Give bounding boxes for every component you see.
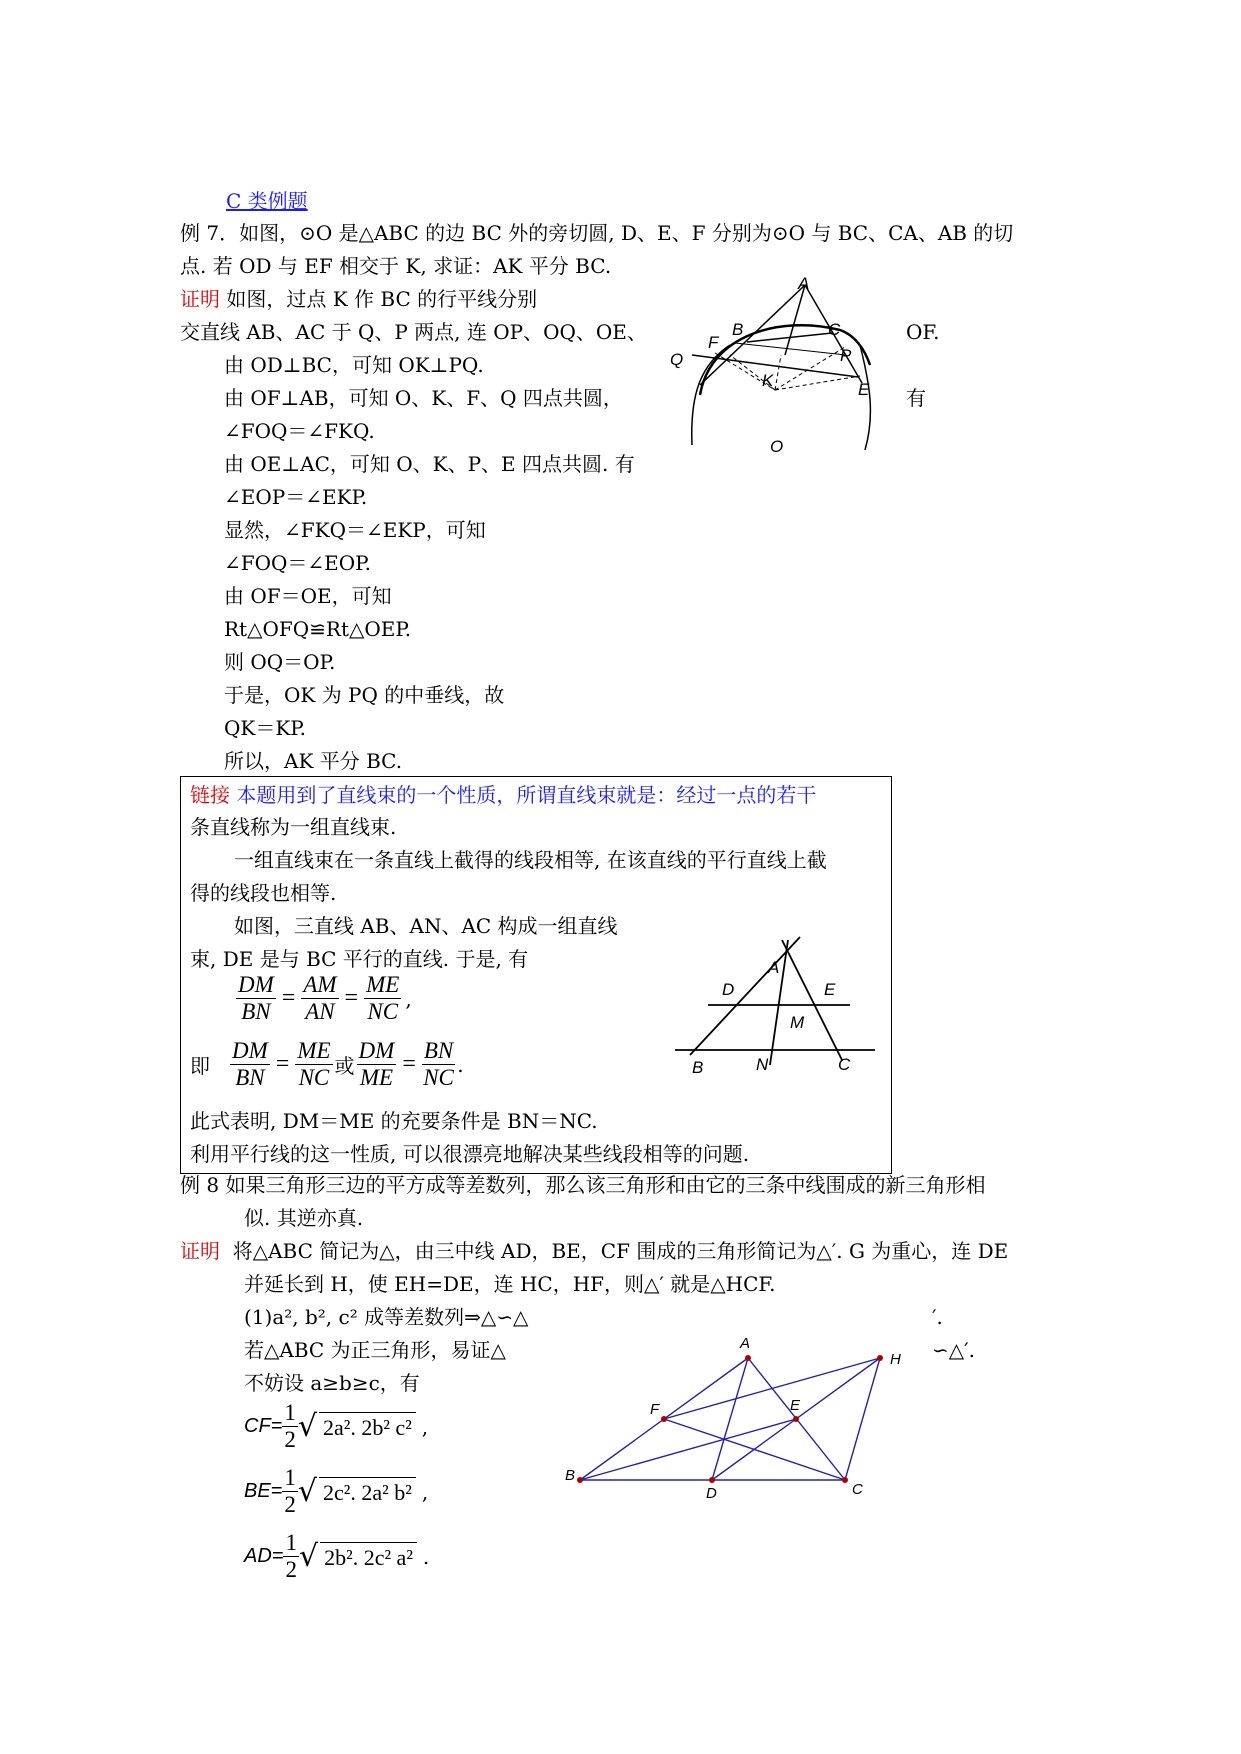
formula-cf: CF= $\frac{1}{2}$ √ 2a². 2b² c² , bbox=[244, 1400, 429, 1452]
example8-line1 bbox=[180, 1172, 985, 1198]
fig3-label-h: H bbox=[890, 1351, 901, 1368]
fig3-label-f: F bbox=[650, 1401, 660, 1418]
proof7-line15: 所以，AK 平分 BC. bbox=[224, 749, 403, 773]
proof7-line3: 由 OD⊥BC，可知 OK⊥PQ. bbox=[224, 353, 484, 377]
proof7-line4: 由 OF⊥AB，可知 O、K、F、Q 四点共圆， bbox=[224, 386, 623, 410]
proof8-text-1: 将△ABC 简记为△，由三中线 AD，BE，CF 围成的三角形简记为△′. G 为重心，连 DE bbox=[232, 1239, 1009, 1263]
example8-statement-1: 如果三角形三边的平方成等差数列，那么该三角形和由它的三条中线围成的新三角形相 bbox=[225, 1173, 986, 1197]
proof8-line4: 若△ABC 为正三角形，易证△ bbox=[244, 1338, 506, 1362]
proof7-line12: 则 OQ＝OP. bbox=[224, 650, 336, 674]
fig1-label-o: O bbox=[770, 437, 784, 456]
link-label: 链接 bbox=[190, 783, 230, 807]
fig3-label-c: C bbox=[852, 1481, 863, 1498]
link-line3: 一组直线束在一条直线上截得的线段相等, 在该直线的平行直线上截 bbox=[234, 848, 827, 872]
frac-dm-bn: $\frac{DM}{BN}$ bbox=[238, 972, 274, 1024]
figure-pencil-lines bbox=[670, 935, 880, 1085]
fig1-label-b: B bbox=[732, 320, 744, 339]
link-formula-2: 即 $\frac{DM}{BN}$ = $\frac{ME}{NC}$ 或 $\frac{DM}{ME}$ = $\frac{BN}{NC}$ . bbox=[190, 1038, 464, 1090]
fig1-label-f: F bbox=[708, 333, 719, 352]
fig3-label-e: E bbox=[790, 1397, 801, 1414]
frac-am-an: $\frac{AM}{AN}$ bbox=[303, 972, 337, 1024]
link-line7: 此式表明, DM＝ME 的充要条件是 BN＝NC. bbox=[190, 1109, 598, 1133]
fig3-label-a: A bbox=[740, 1335, 751, 1352]
proof7-line7: ∠EOP＝∠EKP. bbox=[224, 485, 368, 509]
formula-be: BE= $\frac{1}{2}$ √ 2c². 2a² b² , bbox=[244, 1465, 429, 1517]
example7-line1 bbox=[180, 220, 1013, 246]
example8-label: 例 8 bbox=[180, 1173, 220, 1197]
frac2-bn-nc: $\frac{BN}{NC}$ bbox=[423, 1038, 454, 1090]
frac2-dm-bn: $\frac{DM}{BN}$ bbox=[232, 1038, 268, 1090]
fig2-label-b: B bbox=[692, 1058, 704, 1077]
proof-label: 证明 bbox=[180, 287, 220, 311]
fig3-label-b: B bbox=[565, 1467, 576, 1484]
proof7-line2-tail: OF. bbox=[906, 320, 940, 344]
frac2-me-nc: $\frac{ME}{NC}$ bbox=[297, 1038, 331, 1090]
link-line1 bbox=[190, 782, 816, 808]
proof7-text-1: 如图，过点 K 作 BC 的行平线分别 bbox=[226, 287, 538, 311]
fig2-label-d: D bbox=[722, 980, 735, 999]
figure-medians-triangle bbox=[560, 1330, 920, 1500]
fig2-label-a: A bbox=[768, 958, 780, 977]
fig1-label-a: A bbox=[798, 275, 810, 293]
fig2-label-c: C bbox=[838, 1055, 851, 1074]
link-formula-1: $\frac{DM}{BN}$ = $\frac{AM}{AN}$ = $\frac{ME}{NC}$ , bbox=[238, 972, 412, 1024]
fig1-label-e: E bbox=[858, 380, 870, 399]
figure-excircle bbox=[670, 275, 890, 465]
proof8-line2: 并延长到 H，使 EH=DE，连 HC，HF，则△′ 就是△HCF. bbox=[244, 1272, 776, 1296]
link-line4: 得的线段也相等. bbox=[190, 881, 337, 905]
proof7-line13: 于是，OK 为 PQ 的中垂线，故 bbox=[224, 683, 505, 707]
proof7-line2: 交直线 AB、AC 于 Q、P 两点, 连 OP、OQ、OE、 bbox=[180, 320, 647, 344]
formula-ad: AD= $\frac{1}{2}$ √ 2b². 2c² a² . bbox=[244, 1530, 430, 1582]
link-line6: 束, DE 是与 BC 平行的直线. 于是, 有 bbox=[190, 947, 529, 971]
fig1-label-q: Q bbox=[670, 350, 684, 369]
proof7-line1 bbox=[180, 286, 537, 312]
example8-line2: 似. 其逆亦真. bbox=[244, 1206, 364, 1230]
proof7-line4-tail: 有 bbox=[906, 386, 926, 410]
fig2-label-e: E bbox=[824, 980, 836, 999]
proof7-line11: Rt△OFQ≌Rt△OEP. bbox=[224, 617, 412, 641]
proof8-label: 证明 bbox=[180, 1239, 220, 1263]
proof7-line5: ∠FOQ＝∠FKQ. bbox=[224, 419, 375, 443]
link-line8: 利用平行线的这一性质, 可以很漂亮地解决某些线段相等的问题. bbox=[190, 1142, 750, 1166]
proof7-line14: QK＝KP. bbox=[224, 716, 307, 740]
proof8-line3-tail: ′. bbox=[932, 1305, 943, 1329]
example7-line2: 点. 若 OD 与 EF 相交于 K, 求证：AK 平分 BC. bbox=[180, 254, 612, 278]
link-line5: 如图，三直线 AB、AN、AC 构成一组直线 bbox=[234, 914, 618, 938]
fig2-label-m: M bbox=[790, 1013, 805, 1032]
link-line2: 条直线称为一组直线束. bbox=[190, 815, 397, 839]
fig2-label-n: N bbox=[756, 1055, 769, 1074]
frac2-dm-me: $\frac{DM}{ME}$ bbox=[358, 1038, 395, 1090]
fig1-label-p: P bbox=[840, 346, 852, 365]
section-heading-link[interactable]: C 类例题 bbox=[226, 189, 308, 213]
proof8-line3: (1)a², b², c² 成等差数列⇒△∽△ bbox=[244, 1305, 529, 1329]
fig1-label-c: C bbox=[828, 320, 841, 339]
link-text-1: 本题用到了直线束的一个性质，所谓直线束就是：经过一点的若干 bbox=[236, 783, 817, 807]
proof8-line5: 不妨设 a≥b≥c，有 bbox=[244, 1371, 420, 1395]
proof7-line9: ∠FOQ＝∠EOP. bbox=[224, 551, 371, 575]
proof7-line6: 由 OE⊥AC，可知 O、K、P、E 四点共圆. 有 bbox=[224, 452, 635, 476]
proof8-line4-tail: ∽△′. bbox=[932, 1338, 976, 1362]
fig3-label-d: D bbox=[706, 1485, 717, 1500]
proof8-line1 bbox=[180, 1238, 1008, 1264]
proof7-line10: 由 OF＝OE，可知 bbox=[224, 584, 392, 608]
frac-me-nc: $\frac{ME}{NC}$ bbox=[366, 972, 400, 1024]
example7-statement-1: 如图，⊙O 是△ABC 的边 BC 外的旁切圆, D、E、F 分别为⊙O 与 BC、CA、AB 的切 bbox=[239, 221, 1014, 245]
fig1-label-k: K bbox=[762, 371, 774, 390]
proof7-line8: 显然，∠FKQ＝∠EKP，可知 bbox=[224, 518, 486, 542]
example7-label: 例 7． bbox=[180, 221, 240, 245]
